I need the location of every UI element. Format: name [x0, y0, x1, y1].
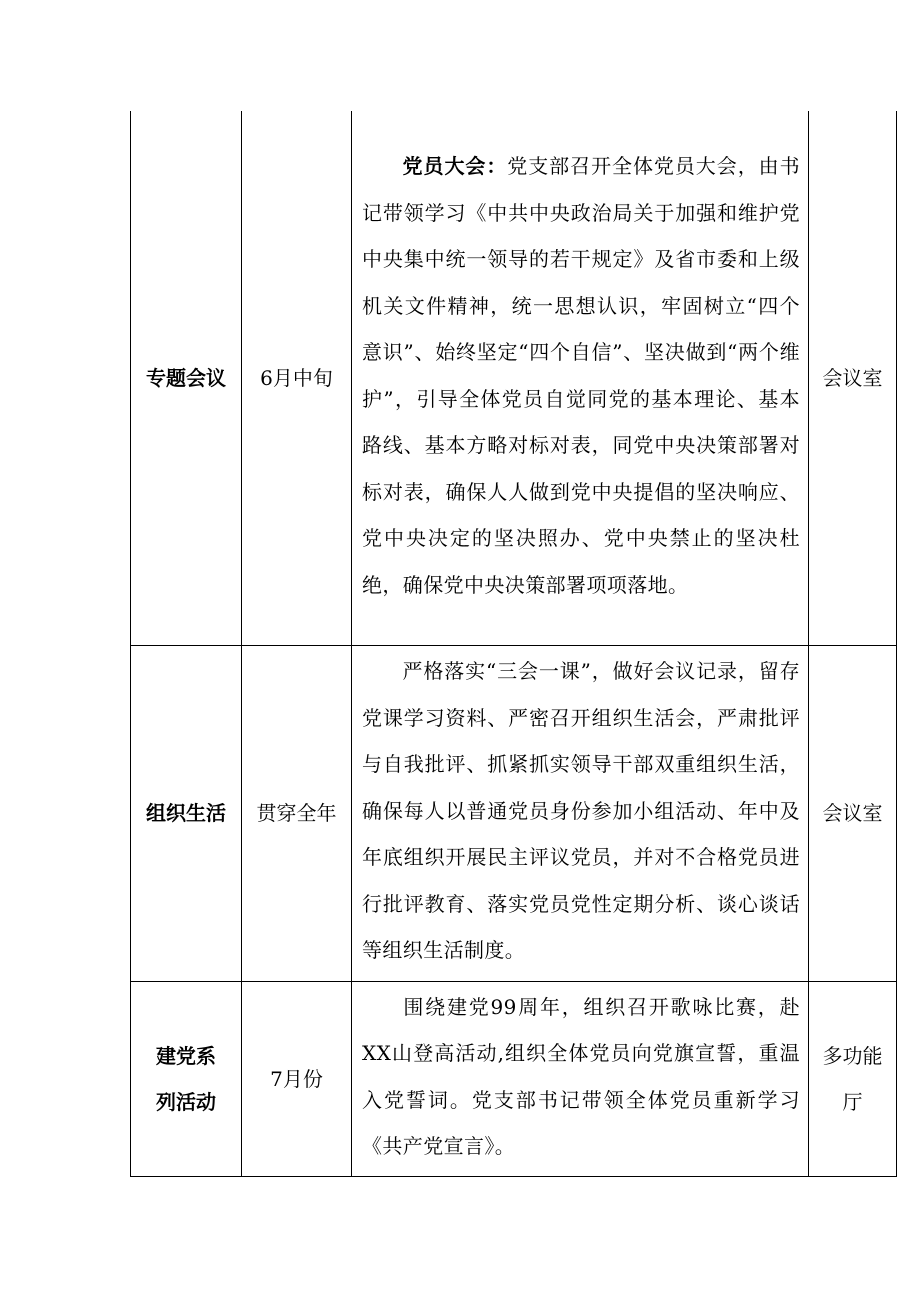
- activity-place-cell: 会议室: [809, 645, 897, 981]
- content-text: 围绕建党99周年，组织召开歌咏比赛，赴XX山登高活动,组织全体党员向党旗宣誓，重温入党誓词。党支部书记带领全体党员重新学习《共产党宣言》。: [362, 994, 800, 1158]
- content-lead: 党员大会：: [402, 154, 508, 179]
- activity-type-cell: 建党系列活动: [131, 981, 242, 1176]
- activity-content-cell: [352, 981, 809, 1176]
- activity-type-cell: 专题会议: [131, 111, 242, 645]
- table-row: [131, 645, 897, 981]
- activity-place-cell: 会议室: [809, 111, 897, 645]
- activity-time-cell: 贯穿全年: [242, 645, 352, 981]
- content-text: 党支部召开全体党员大会，由书记带领学习《中共中央政治局关于加强和维护党中央集中统一领导的若干规定》及省市委和上级机关文件精神，统一思想认识，牢固树立“四个意识”、始终坚定“四个自信”、坚决做到“两个维护”，引导全体党员自觉同党的基本理论、基本路线、基本方略对标对表，同党中央决策部署对标对表，确保人人做到党中央提倡的坚决响应、党中央决定的坚决照办、党中央禁止的坚决杜绝，确保党中央决策部署项项落地。: [362, 154, 800, 597]
- activity-content-cell: [352, 111, 809, 645]
- content-text: 严格落实“三会一课”，做好会议记录，留存党课学习资料、严密召开组织生活会，严肃批评与自我批评、抓紧抓实领导干部双重组织生活，确保每人以普通党员身份参加小组活动、年中及年底组织开展民主评议党员，并对不合格党员进行批评教育、落实党员党性定期分析、谈心谈话等组织生活制度。: [362, 659, 800, 963]
- activity-time-cell: 6月中旬: [242, 111, 352, 645]
- activity-time-cell: 7月份: [242, 981, 352, 1176]
- table-row: [131, 111, 897, 645]
- activity-type-cell: 组织生活: [131, 645, 242, 981]
- table-row: [131, 981, 897, 1176]
- activity-content-cell: [352, 645, 809, 981]
- activity-place-cell: 多功能厅: [809, 981, 897, 1176]
- activity-plan-table: [130, 111, 897, 1177]
